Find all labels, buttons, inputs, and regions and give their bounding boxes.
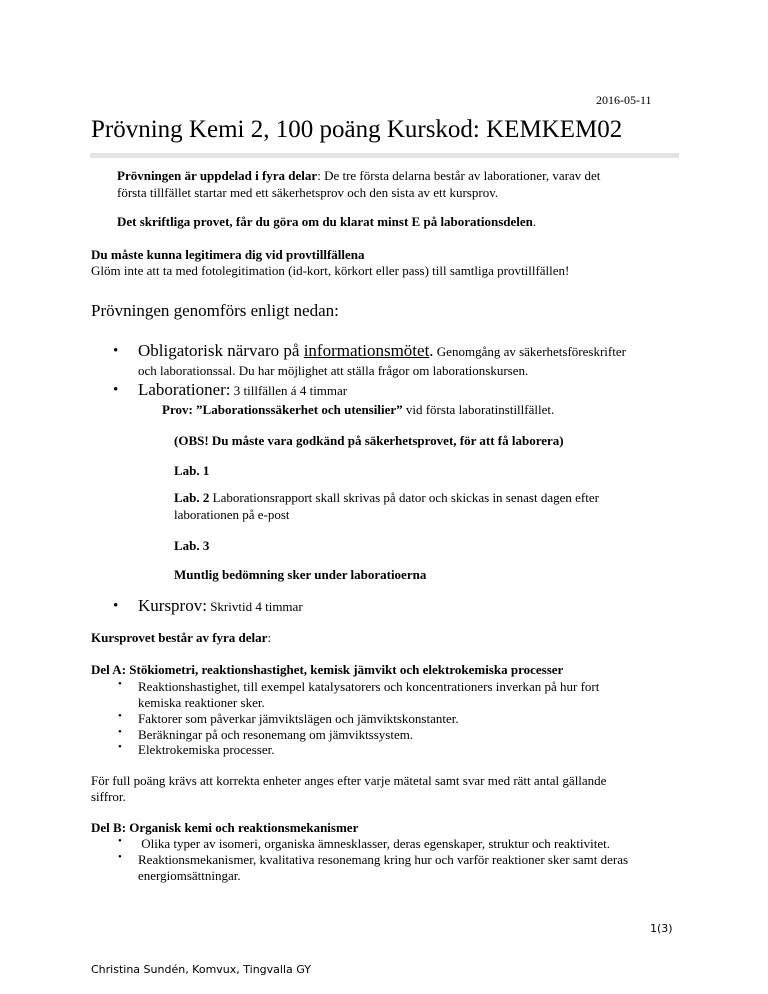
bullet-icon: • — [113, 382, 119, 398]
written-exam-bold: Det skriftliga provet, får du göra om du klarat minst E på laborationsdelen — [117, 214, 533, 229]
lab2-item — [174, 489, 664, 523]
prov-line — [162, 401, 554, 418]
exam-intro — [91, 629, 271, 646]
lab2-rest: Laborationsrapport skall skrivas på dator och skickas in senast dagen efter — [209, 490, 599, 505]
info-rest: Genomgång av säkerhetsföreskrifter — [433, 344, 626, 359]
intro-paragraph — [117, 167, 677, 201]
prov-bold: Prov: ”Laborationssäkerhet och utensilier” — [162, 402, 403, 417]
list-item: Elektrokemiska processer. — [138, 742, 275, 757]
written-exam-end: . — [532, 214, 537, 229]
document-date: 2016-05-11 — [596, 93, 652, 107]
bullet-icon: • — [118, 835, 122, 847]
list-item: Beräkningar på och resonemang om jämviktssystem. — [138, 727, 414, 742]
intro-bold-lead: Prövningen är uppdelad i fyra delar — [117, 168, 318, 183]
info-lead: Obligatorisk närvaro på — [138, 341, 304, 360]
info-dot: . — [429, 341, 434, 360]
section-heading: Prövningen genomförs enligt nedan: — [91, 301, 339, 320]
lab1-label: Lab. 1 — [174, 463, 210, 478]
bullet-icon: • — [118, 726, 122, 738]
lab2-bold: Lab. 2 — [174, 490, 210, 505]
footer-author: Christina Sundén, Komvux, Tingvalla GY — [91, 963, 311, 976]
intro-line1-rest: : De tre första delarna består av laborationer, varav det — [317, 168, 601, 183]
list-item: Olika typer av isomeri, organiska ämnesklasser, deras egenskaper, struktur och reaktivitet. — [138, 836, 610, 851]
written-exam-note — [117, 213, 536, 230]
part-a-heading: Del A: Stökiometri, reaktionshastighet, kemisk jämvikt och elektrokemiska processer — [91, 662, 564, 677]
lab3-label: Lab. 3 — [174, 538, 210, 553]
obs-note: (OBS! Du måste vara godkänd på säkerhetsprovet, för att få laborera) — [174, 433, 564, 448]
info-meeting-link[interactable]: informationsmötet — [303, 341, 430, 360]
lab-item — [138, 380, 347, 400]
list-item: energiomsättningar. — [138, 868, 241, 883]
exam-intro-bold: Kursprovet består av fyra delar — [91, 630, 268, 645]
list-item: Faktorer som påverkar jämviktslägen och jämviktskonstanter. — [138, 711, 459, 726]
kurs-lead: Kursprov: — [138, 596, 207, 615]
bullet-icon: • — [118, 741, 122, 753]
bullet-icon: • — [113, 598, 119, 614]
exam-intro-end: : — [267, 630, 272, 645]
list-item: Reaktionsmekanismer, kvalitativa resonemang kring hur och varför reaktioner sker samt deras — [138, 852, 629, 867]
bullet-icon: • — [118, 678, 122, 690]
intro-line2: första tillfället startar med ett säkerhetsprov och den sista av ett kursprov. — [117, 185, 499, 200]
lab-lead: Laborationer: — [138, 380, 231, 399]
bullet-icon: • — [113, 343, 119, 359]
title-divider — [90, 153, 679, 158]
list-item: Reaktionshastighet, till exempel katalysatorers och koncentrationers inverkan på hur fort — [138, 679, 600, 694]
part-b-heading: Del B: Organisk kemi och reaktionsmekanismer — [91, 820, 359, 835]
part-a-note-line1: För full poäng krävs att korrekta enheter anges efter varje mätetal samt svar med rätt antal gällande — [91, 773, 607, 788]
bullet-icon: • — [118, 710, 122, 722]
course-exam-item — [138, 596, 303, 616]
kurs-rest: Skrivtid 4 timmar — [206, 599, 303, 614]
oral-assessment: Muntlig bedömning sker under laboratioerna — [174, 567, 427, 582]
info-meeting-item — [138, 341, 626, 361]
bullet-icon: • — [118, 851, 122, 863]
list-item: kemiska reaktioner sker. — [138, 695, 265, 710]
part-a-note-line2: siffror. — [91, 789, 126, 804]
prov-rest: vid första laboratinstillfället. — [402, 402, 555, 417]
lab-rest: 3 tillfällen á 4 timmar — [230, 383, 348, 398]
document-title: Prövning Kemi 2, 100 poäng Kurskod: KEMKEM02 — [91, 116, 623, 143]
page-number: 1(3) — [650, 922, 673, 935]
info-line2: och laborationssal. Du har möjlighet att ställa frågor om laborationskursen. — [138, 363, 529, 378]
id-note-heading: Du måste kunna legitimera dig vid provtillfällena — [91, 247, 365, 262]
lab2-line2: laborationen på e-post — [174, 507, 290, 522]
id-note-text: Glöm inte att ta med fotolegitimation (id-kort, körkort eller pass) till samtliga provtillfällen! — [91, 263, 570, 278]
